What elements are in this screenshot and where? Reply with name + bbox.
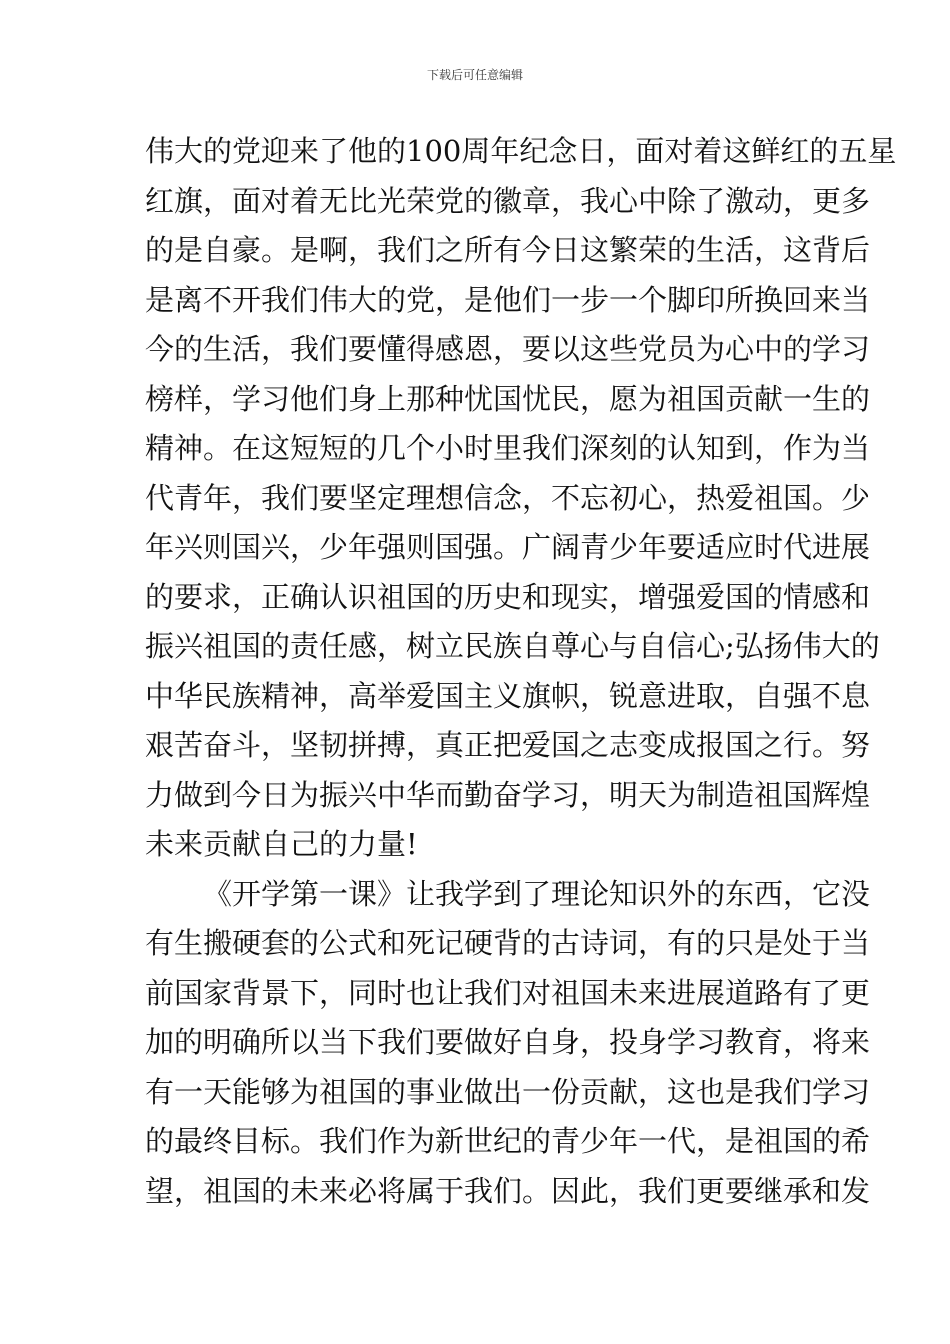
text-line: 的最终目标。我们作为新世纪的青少年一代，是祖国的希 [145,1124,871,1158]
text-line: 《开学第一课》让我学到了理论知识外的东西，它没 [203,876,871,911]
text-line: 伟大的党迎来了他的100周年纪念日，面对着这鲜红的五星 [145,134,897,168]
text-line: 力做到今日为振兴中华而勤奋学习，明天为制造祖国辉煌 [145,777,871,812]
text-line: 艰苦奋斗，坚韧拼搏，真正把爱国之志变成报国之行。努 [145,728,871,762]
text-line: 中华民族精神，高举爱国主义旗帜，锐意进取，自强不息 [145,678,871,713]
text-line: 代青年，我们要坚定理想信念，不忘初心，热爱祖国。少 [145,480,871,515]
text-line: 榜样，学习他们身上那种忧国忧民，愿为祖国贡献一生的 [145,381,871,416]
text-line: 今的生活，我们要懂得感恩，要以这些党员为心中的学习 [145,332,871,366]
text-line: 振兴祖国的责任感，树立民族自尊心与自信心;弘扬伟大的 [145,629,880,663]
paragraph-2 [145,870,871,1217]
text-line: 有生搬硬套的公式和死记硬背的古诗词，有的只是处于当 [145,926,871,960]
text-line: 是离不开我们伟大的党，是他们一步一个脚印所换回来当 [145,282,871,317]
paragraph-1 [145,127,897,870]
text-line: 未来贡献自己的力量! [145,827,418,861]
text-line: 精神。在这短短的几个小时里我们深刻的认知到，作为当 [145,431,871,465]
text-line: 有一天能够为祖国的事业做出一份贡献，这也是我们学习 [145,1074,871,1109]
header-note: 下载后可任意编辑 [426,68,523,82]
text-line: 加的明确所以当下我们要做好自身，投身学习教育，将来 [145,1025,871,1059]
text-line: 前国家背景下，同时也让我们对祖国未来进展道路有了更 [145,975,871,1010]
document-body [145,127,897,1216]
text-line: 红旗，面对着无比光荣党的徽章，我心中除了激动，更多 [145,183,871,218]
text-line: 望，祖国的未来必将属于我们。因此，我们更要继承和发 [145,1173,871,1208]
text-line: 的要求，正确认识祖国的历史和现实，增强爱国的情感和 [145,579,871,614]
text-line: 的是自豪。是啊，我们之所有今日这繁荣的生活，这背后 [145,233,871,267]
text-line: 年兴则国兴，少年强则国强。广阔青少年要适应时代进展 [145,530,871,564]
